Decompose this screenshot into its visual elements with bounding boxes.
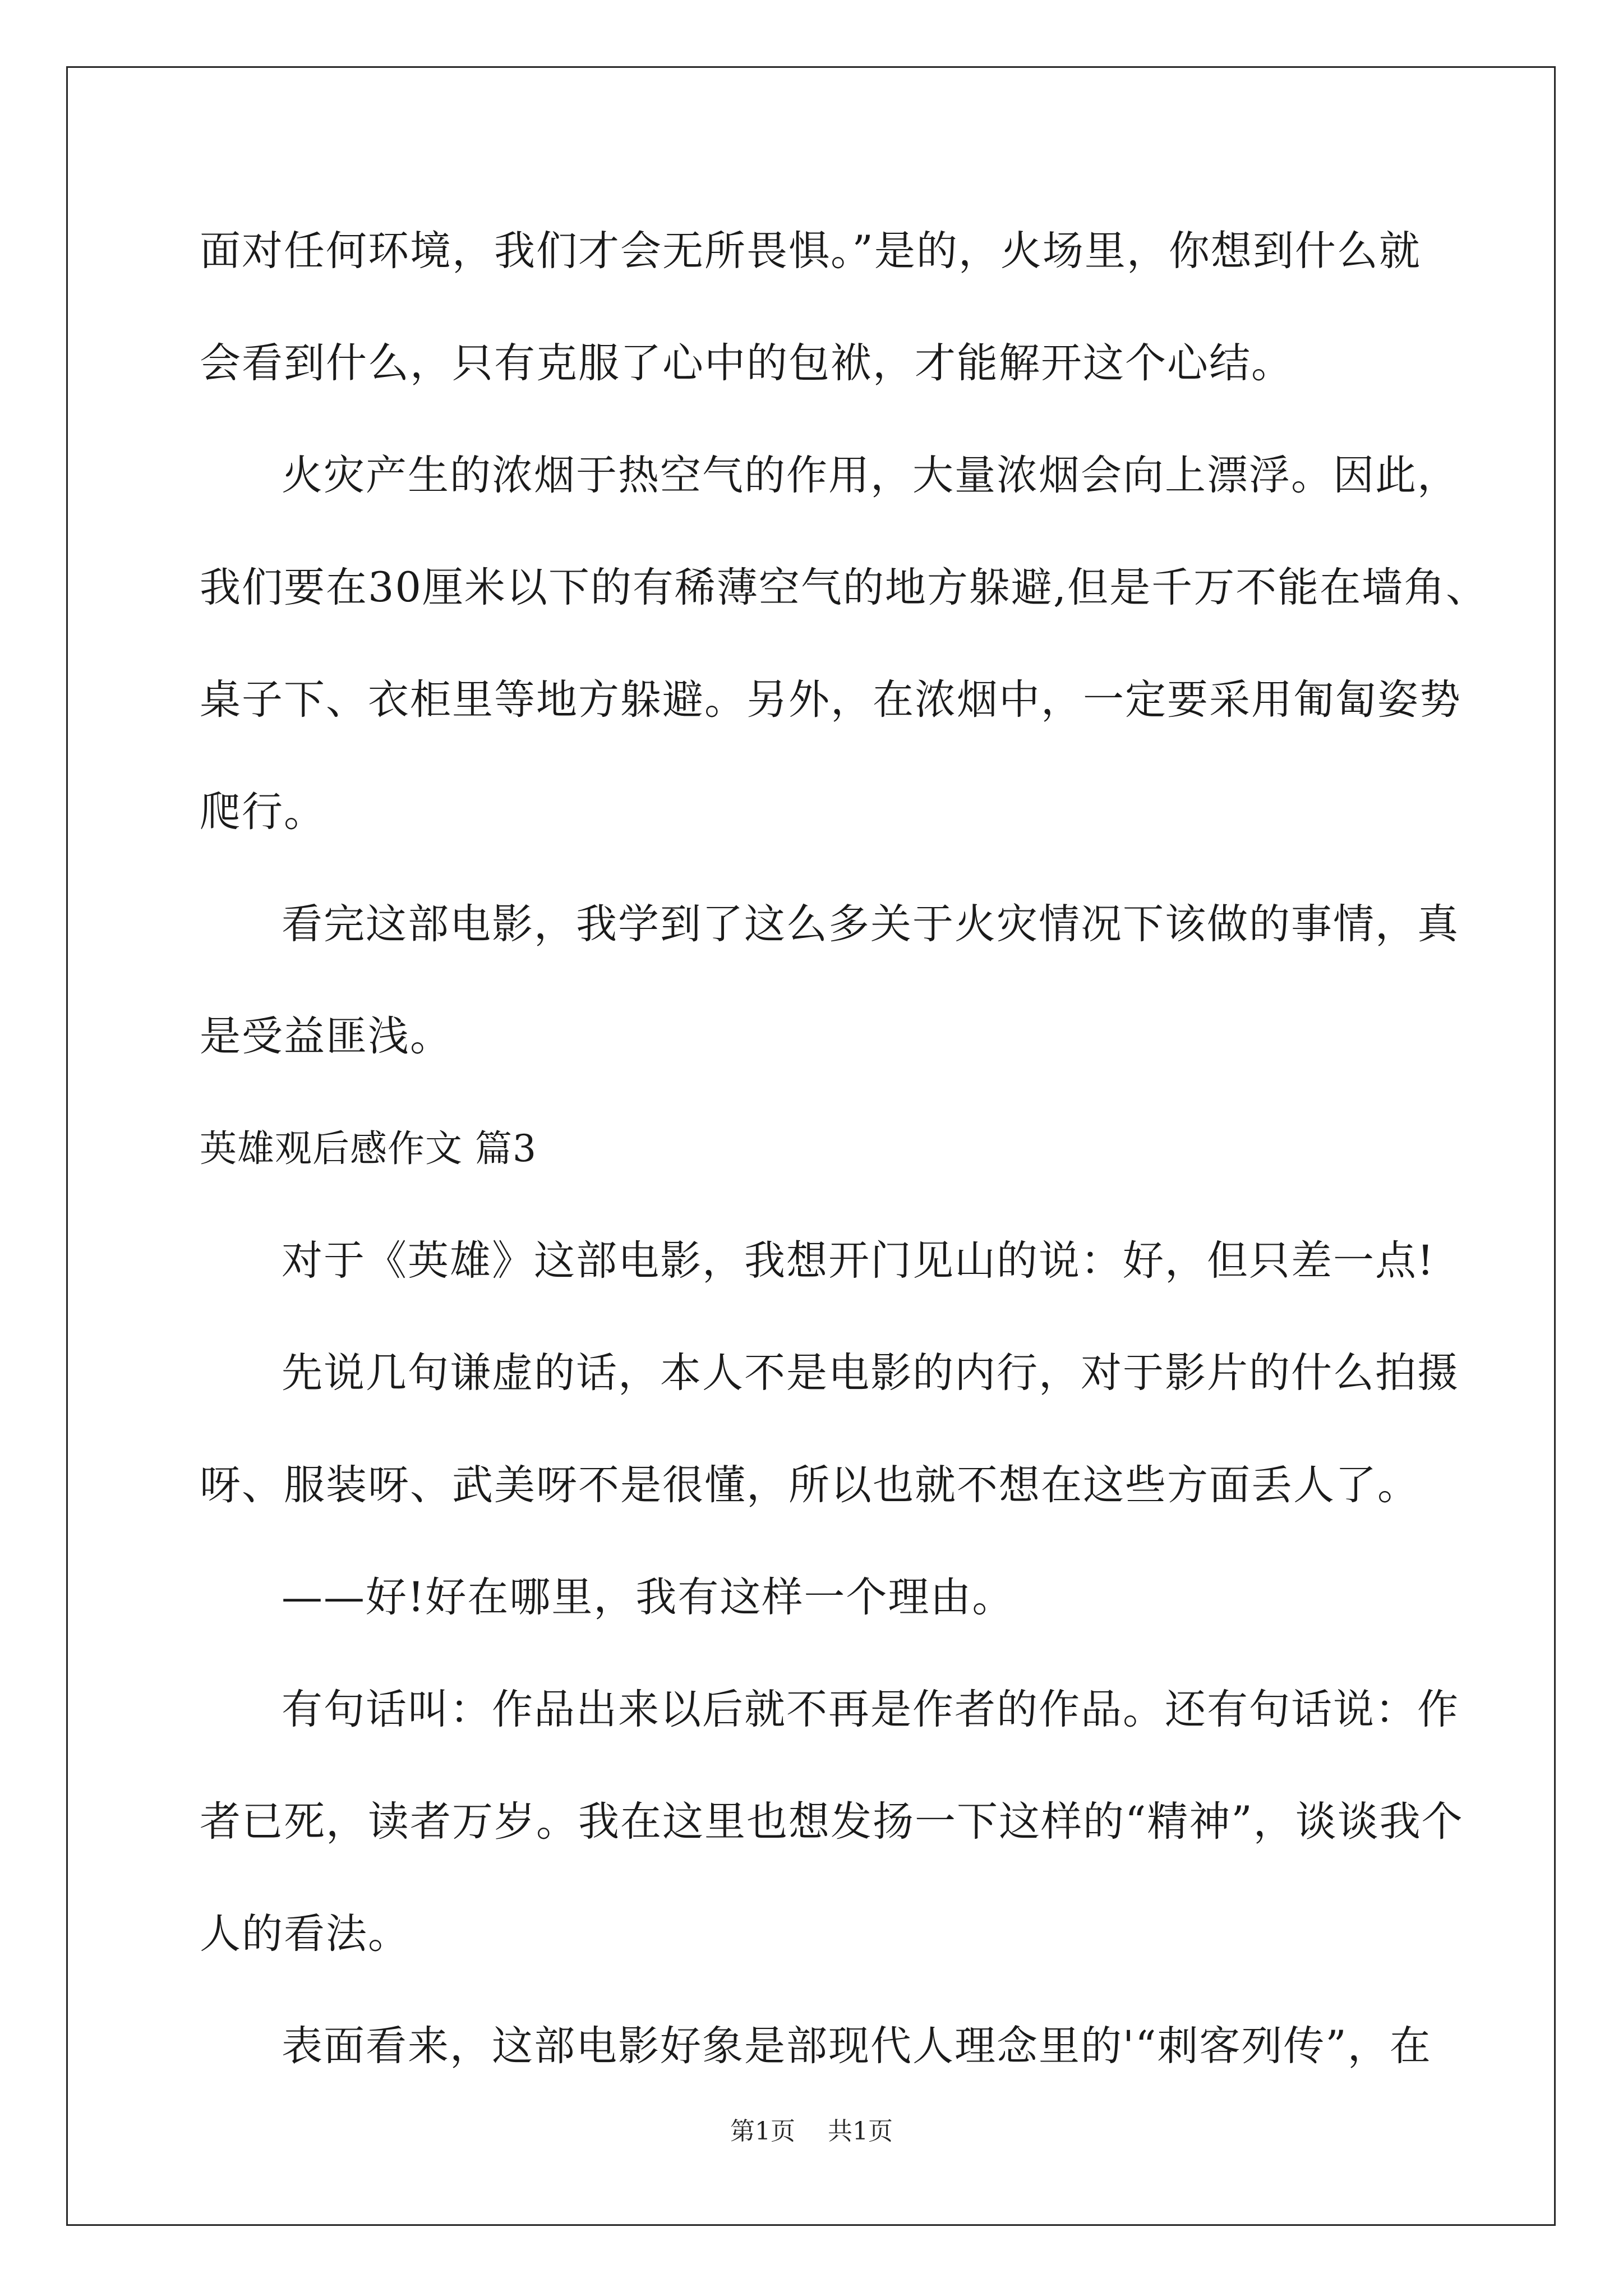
page-footer <box>0 2115 1623 2148</box>
paragraph-line: 会看到什么，只有克服了心中的包袱，才能解开这个心结。 <box>200 339 1293 387</box>
paragraph-line: 呀、服装呀、武美呀不是很懂，所以也就不想在这些方面丢人了。 <box>200 1461 1419 1509</box>
page-total: 共1页 <box>828 2117 893 2146</box>
document-body <box>200 215 1488 2123</box>
paragraph-line: 对于《英雄》这部电影，我想开门见山的说：好，但只差一点! <box>282 1237 1435 1285</box>
paragraph-line: 是受益匪浅。 <box>200 1013 452 1060</box>
paragraph-line: 先说几句谦虚的话，本人不是电影的内行，对于影片的什么拍摄 <box>282 1349 1459 1397</box>
paragraph-line: 者已死，读者万岁。我在这里也想发扬一下这样的“精神”，谈谈我个 <box>200 1798 1464 1846</box>
paragraph-line: 我们要在30厘米以下的有稀薄空气的地方躲避,但是千万不能在墙角、 <box>200 564 1488 611</box>
paragraph-line: ——好!好在哪里，我有这样一个理由。 <box>282 1573 1015 1621</box>
paragraph-line: 面对任何环境，我们才会无所畏惧。”是的，火场里，你想到什么就 <box>200 227 1421 275</box>
paragraph-line: 火灾产生的浓烟于热空气的作用，大量浓烟会向上漂浮。因此， <box>282 452 1459 499</box>
paragraph-line: 看完这部电影，我学到了这么多关于火灾情况下该做的事情，真 <box>282 900 1459 948</box>
page-number: 第1页 <box>730 2117 795 2146</box>
paragraph-line: 有句话叫：作品出来以后就不再是作者的作品。还有句话说：作 <box>282 1686 1459 1733</box>
paragraph-line: 人的看法。 <box>200 1910 410 1958</box>
paragraph-line: 桌子下、衣柜里等地方躲避。另外，在浓烟中，一定要采用匍匐姿势 <box>200 676 1461 724</box>
paragraph-line: 表面看来，这部电影好象是部现代人理念里的'“刺客列传”，在 <box>282 2022 1432 2070</box>
paragraph-line: 爬行。 <box>200 788 326 836</box>
section-title: 英雄观后感作文 篇3 <box>200 1127 537 1170</box>
